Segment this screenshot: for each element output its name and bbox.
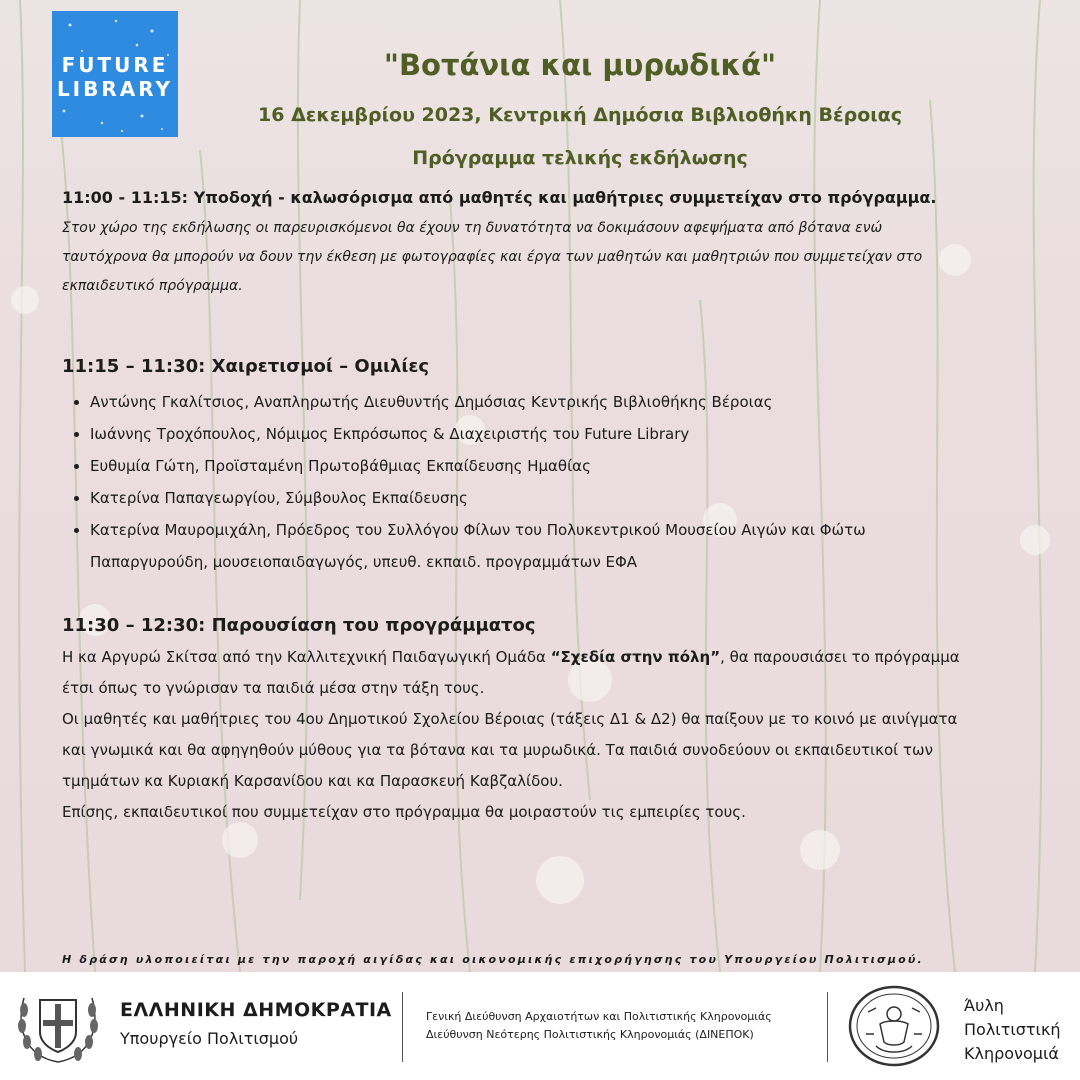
section3-paragraph-line: Οι μαθητές και μαθήτριες του 4ου Δημοτικού Σχολείου Βέροιας (τάξεις Δ1 & Δ2) θα παίξουν με το κοινό με αινίγματα [62, 710, 958, 728]
speaker-item: • Αντώνης Γκαλίτσιος, Αναπληρωτής Διευθυντής Δημόσιας Κεντρικής Βιβλιοθήκης Βέροιας [90, 386, 1042, 418]
intangible-heritage-label [964, 994, 1061, 1066]
section3-paragraph-line: έτσι όπως το γνώρισαν τα παιδιά μέσα στην τάξη τους. [62, 679, 485, 697]
intangible-heritage-seal-icon [846, 984, 942, 1068]
section3-paragraph-line: τμημάτων κα Κυριακή Καρσανίδου και κα Παρασκευή Καβζαλίδου. [62, 772, 563, 790]
footer-divider [827, 992, 828, 1062]
section1-text-line: ταυτόχρονα θα μπορούν να δουν την έκθεση με φωτογραφίες και έργα των μαθητών και μαθητριών που συμμετείχαν στο [62, 249, 923, 265]
aulh-line: Κληρονομιά [964, 1044, 1059, 1063]
directorate-line: Διεύθυνση Νεότερης Πολιτιστικής Κληρονομιάς (ΔΙΝΕΠΟΚ) [426, 1028, 754, 1041]
section3-paragraph-line: και γνωμικά και θα αφηγηθούν μύθους για τα βότανα και τα μυρωδικά. Τα παιδιά συνοδεύουν οι εκπαιδευτικοί των [62, 741, 933, 759]
section1-text-line: εκπαιδευτικό πρόγραμμα. [62, 278, 243, 294]
section1-heading: 11:00 - 11:15: Υποδοχή - καλωσόρισμα από μαθητές και μαθήτριες συμμετείχαν στο πρόγραμμα. [62, 188, 937, 207]
section1-text-line: Στον χώρο της εκδήλωσης οι παρευρισκόμενοι θα έχουν τη δυνατότητα να δοκιμάσουν αφεψήματα από βότανα ενώ [62, 220, 883, 236]
greek-emblem-icon [12, 982, 104, 1070]
logo-line-future: FUTURE [61, 53, 169, 77]
section3-body [62, 642, 1042, 828]
section3-p1-group-name: “Σχεδία στην πόλη” [550, 648, 721, 666]
directorate-text [426, 1008, 772, 1044]
event-date-venue: 16 Δεκεμβρίου 2023, Κεντρική Δημόσια Βιβλιοθήκη Βέροιας [258, 104, 902, 126]
section3-heading: 11:30 – 12:30: Παρουσίαση του προγράμματος [62, 615, 536, 636]
speaker-item [90, 514, 1042, 578]
speakers-list [62, 386, 1042, 578]
footer-logos [0, 972, 1080, 1080]
page-title: "Βοτάνια και μυρωδικά" [383, 48, 777, 82]
speaker-item-line2: Παπαργυρούδη, μουσειοπαιδαγωγός, υπευθ. εκπαιδ. προγραμμάτων ΕΦΑ [90, 553, 638, 571]
future-library-logo [52, 11, 178, 137]
speaker-item: • Ιωάννης Τροχόπουλος, Νόμιμος Εκπρόσωπος & Διαχειριστής του Future Library [90, 418, 1042, 450]
aulh-line: Άυλη [964, 996, 1004, 1015]
section3-p1-pre: Η κα Αργυρώ Σκίτσα από την Καλλιτεχνική Παιδαγωγική Ομάδα [62, 648, 551, 666]
section3-p1-post: , θα παρουσιάσει το πρόγραμμα [720, 648, 960, 666]
footer-divider [402, 992, 403, 1062]
ministry-label: Υπουργείο Πολιτισμού [120, 1029, 299, 1048]
program-heading: Πρόγραμμα τελικής εκδήλωσης [412, 147, 748, 169]
speaker-item: • Κατερίνα Παπαγεωργίου, Σύμβουλος Εκπαίδευσης [90, 482, 1042, 514]
directorate-line: Γενική Διεύθυνση Αρχαιοτήτων και Πολιτιστικής Κληρονομιάς [426, 1010, 772, 1023]
speaker-item: • Ευθυμία Γώτη, Προϊσταμένη Πρωτοβάθμιας Εκπαίδευσης Ημαθίας [90, 450, 1042, 482]
section2-heading: 11:15 – 11:30: Χαιρετισμοί – Ομιλίες [62, 356, 430, 377]
section3-paragraph-line [62, 642, 1042, 673]
aulh-line: Πολιτιστική [964, 1020, 1061, 1039]
funding-note: Η δράση υλοποιείται με την παροχή αιγίδας και οικονομικής επιχορήγησης του Υπουργείου Πολιτισμού. [62, 953, 924, 966]
section3-paragraph-line: Επίσης, εκπαιδευτικοί που συμμετείχαν στο πρόγραμμα θα μοιραστούν τις εμπειρίες τους. [62, 803, 746, 821]
speaker-item-line1: Κατερίνα Μαυρομιχάλη, Πρόεδρος του Συλλόγου Φίλων του Πολυκεντρικού Μουσείου Αιγών και Φώτω [90, 521, 866, 539]
republic-label: ΕΛΛΗΝΙΚΗ ΔΗΜΟΚΡΑΤΙΑ [120, 999, 392, 1021]
program-content [62, 186, 1042, 828]
logo-line-library: LIBRARY [56, 77, 174, 101]
